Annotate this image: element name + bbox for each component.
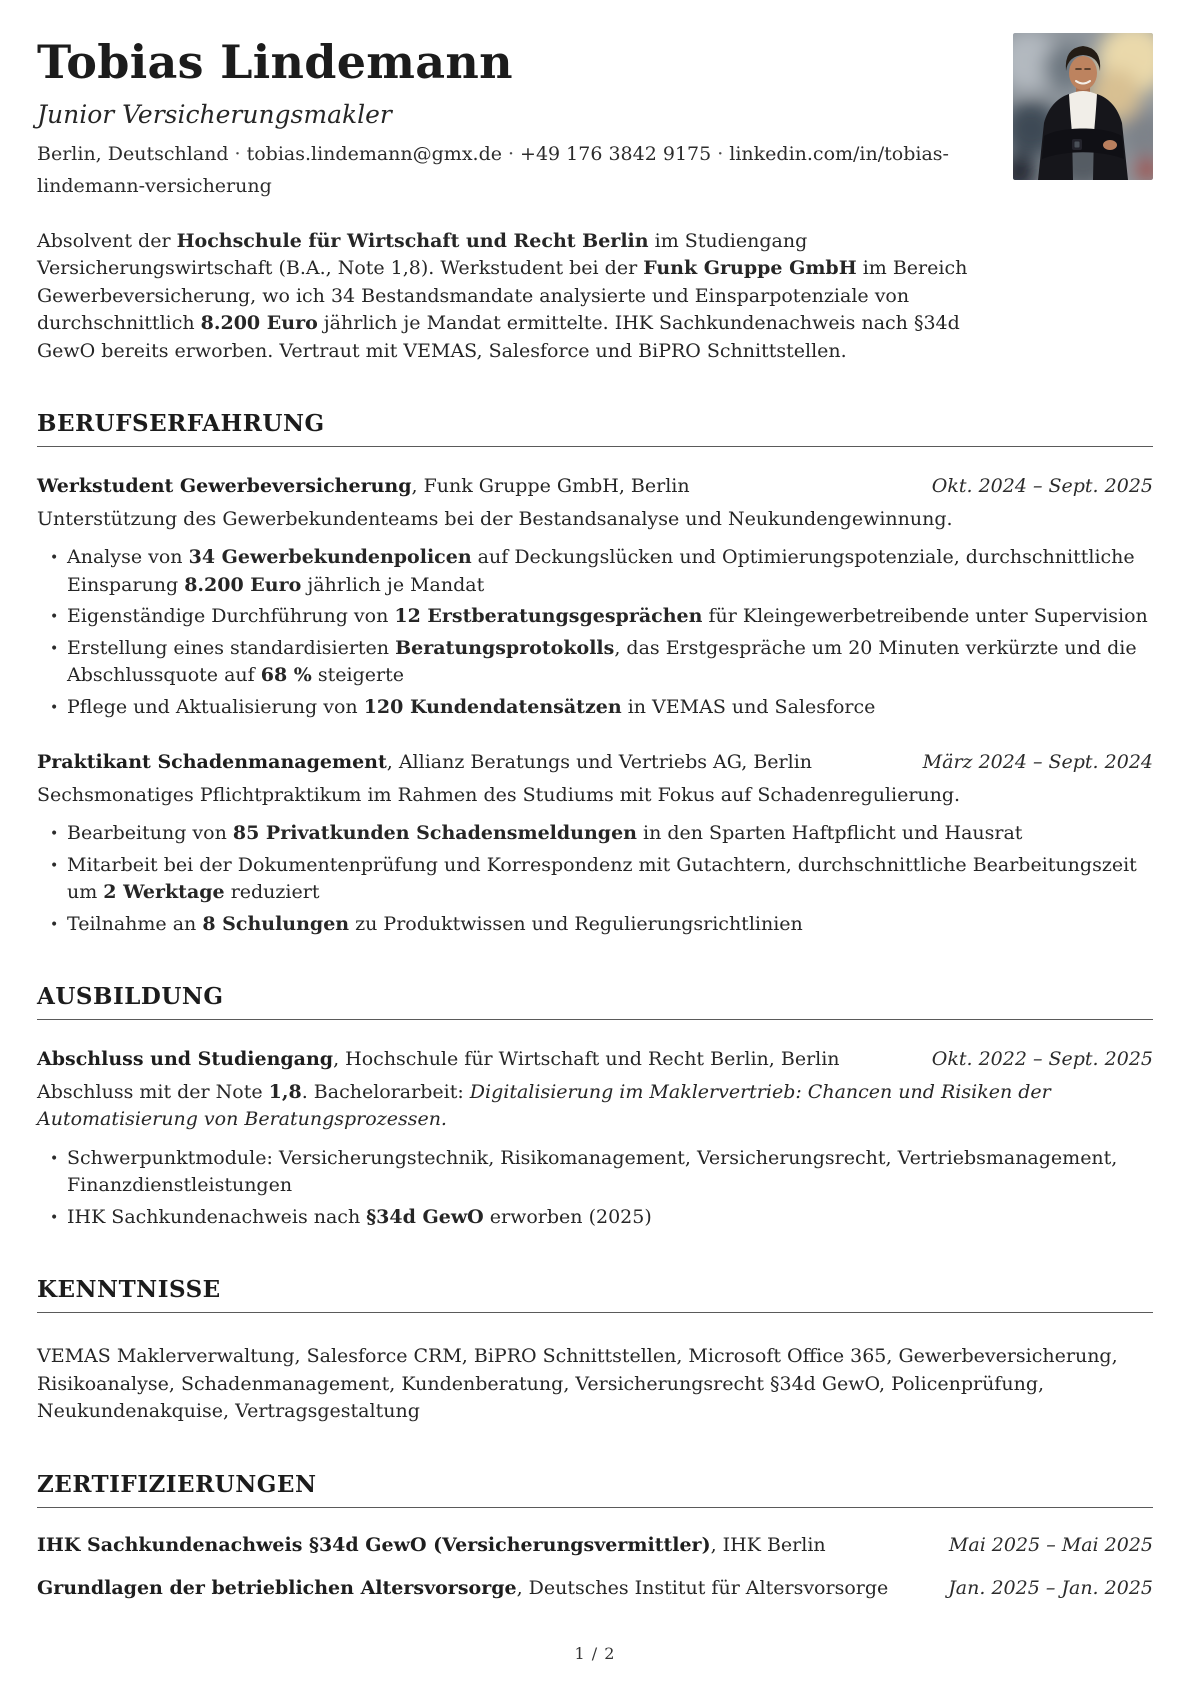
page-number: 1 / 2 (574, 1643, 616, 1663)
education-header-row (37, 1046, 1153, 1074)
certification-row (37, 1575, 1153, 1603)
linkedin-link[interactable]: linkedin.com/in/tobias-lindemann-versicherung (37, 142, 949, 197)
dot-separator: · (234, 142, 241, 165)
section-certifications (37, 1472, 1153, 1603)
skills-heading: KENNTNISSE (37, 1276, 221, 1304)
certification-row (37, 1532, 1153, 1560)
job-bullet-list (37, 820, 1153, 938)
certifications-heading: ZERTIFIZIERUNGEN (37, 1470, 317, 1498)
job-bullet-list (37, 544, 1153, 721)
job-bullet: • Teilnahme an 8 Schulungen zu Produktwissen und Regulierungsrichtlinien (67, 911, 1153, 939)
section-divider (37, 446, 1153, 447)
section-divider (37, 1507, 1153, 1508)
contact-line (37, 138, 985, 202)
certification-issuer: , Deutsches Institut für Altersvorsorge (516, 1577, 889, 1600)
job-entry (37, 749, 1153, 938)
person-name: Tobias Lindemann (37, 35, 513, 89)
education-school: , Hochschule für Wirtschaft und Recht Berlin, Berlin (333, 1048, 840, 1071)
summary-paragraph: Absolvent der Hochschule für Wirtschaft und Recht Berlin im Studiengang Versicherungswirtschaft (B.A., Note 1,8). Werkstudent bei der Funk Gruppe GmbH im Bereich Gewerbeversicherung, wo ich 34 Bestandsmandate analysierte und Einsparpotenziale von durchschnittlich 8.200 Euro jährlich je Mandat ermittelte. IHK Sachkundenachweis nach §34d GewO bereits erworben. Vertraut mit VEMAS, Salesforce und BiPRO Schnittstellen. (37, 229, 968, 362)
education-entry (37, 1046, 1153, 1231)
education-heading: AUSBILDUNG (37, 983, 224, 1011)
job-title: Werkstudent Gewerbeversicherung (37, 475, 412, 498)
certification-dates: Mai 2025 – Mai 2025 (948, 1533, 1153, 1556)
job-bullet: • Bearbeitung von 85 Privatkunden Schadensmeldungen in den Sparten Haftpflicht und Hausrat (67, 820, 1153, 848)
education-bullet: • Schwerpunktmodule: Versicherungstechnik, Risikomanagement, Versicherungsrecht, Vertriebsmanagement, Finanzdienstleistungen (67, 1145, 1153, 1200)
education-title-line (37, 1046, 840, 1074)
education-bullet: • IHK Sachkundenachweis nach §34d GewO erworben (2025) (67, 1204, 1153, 1232)
section-education (37, 984, 1153, 1231)
certification-name: Grundlagen der betrieblichen Altersvorsorge (37, 1577, 517, 1600)
education-bullet-list (37, 1145, 1153, 1232)
job-entry (37, 473, 1153, 721)
job-company: , Funk Gruppe GmbH, Berlin (411, 475, 690, 498)
section-divider (37, 1019, 1153, 1020)
experience-heading: BERUFSERFAHRUNG (37, 410, 325, 438)
education-degree: Abschluss und Studiengang (37, 1048, 334, 1071)
certification-title-line (37, 1575, 888, 1603)
email-link[interactable]: tobias.lindemann@gmx.de (246, 142, 502, 165)
dot-separator: · (717, 142, 724, 165)
certification-dates: Jan. 2025 – Jan. 2025 (948, 1577, 1153, 1600)
job-description: Unterstützung des Gewerbekundenteams bei der Bestandsanalyse und Neukundengewinnung. (37, 507, 953, 530)
certification-issuer: , IHK Berlin (710, 1533, 826, 1556)
section-skills (37, 1277, 1153, 1426)
job-title-line (37, 749, 812, 777)
profile-photo (1013, 33, 1153, 180)
job-bullet: • Erstellung eines standardisierten Beratungsprotokolls, das Erstgespräche um 20 Minuten verkürzte und die Abschlussquote auf 68 % steigerte (67, 635, 1153, 690)
job-description: Sechsmonatiges Pflichtpraktikum im Rahmen des Studiums mit Fokus auf Schadenregulierung. (37, 783, 961, 806)
job-company: , Allianz Beratungs und Vertriebs AG, Berlin (386, 751, 813, 774)
education-description: Abschluss mit der Note 1,8. Bachelorarbeit: Digitalisierung im Maklervertrieb: Chancen und Risiken der Automatisierung von Beratungsprozessen. (37, 1080, 1051, 1131)
job-dates: Okt. 2024 – Sept. 2025 (931, 475, 1153, 498)
dot-separator: · (507, 142, 515, 165)
section-divider (37, 1312, 1153, 1313)
section-experience (37, 411, 1153, 938)
job-bullet: • Pflege und Aktualisierung von 120 Kundendatensätzen in VEMAS und Salesforce (67, 694, 1153, 722)
job-title-line (37, 473, 690, 501)
job-header-row (37, 473, 1153, 501)
skills-paragraph: VEMAS Maklerverwaltung, Salesforce CRM, BiPRO Schnittstellen, Microsoft Office 365, Gewerbeversicherung, Risikoanalyse, Schadenmanagement, Kundenberatung, Versicherungsrecht §34d GewO, Policenprüfung, Neukundenakquise, Vertragsgestaltung (37, 1345, 1118, 1423)
location-text: Berlin, Deutschland (37, 142, 229, 165)
person-job-title: Junior Versicherungsmakler (37, 99, 392, 129)
phone-text: +49 176 3842 9175 (520, 142, 712, 165)
education-dates: Okt. 2022 – Sept. 2025 (931, 1048, 1153, 1071)
header (37, 35, 1153, 202)
job-bullet: • Analyse von 34 Gewerbekundenpolicen auf Deckungslücken und Optimierungspotenziale, durchschnittliche Einsparung 8.200 Euro jährlich je Mandat (67, 544, 1153, 599)
job-dates: März 2024 – Sept. 2024 (922, 751, 1153, 774)
certification-title-line (37, 1532, 826, 1560)
job-header-row (37, 749, 1153, 777)
job-title: Praktikant Schadenmanagement (37, 751, 387, 774)
job-bullet: • Eigenständige Durchführung von 12 Erstberatungsgesprächen für Kleingewerbetreibende unter Supervision (67, 603, 1153, 631)
job-bullet: • Mitarbeit bei der Dokumentenprüfung und Korrespondenz mit Gutachtern, durchschnittliche Bearbeitungszeit um 2 Werktage reduziert (67, 852, 1153, 907)
certification-name: IHK Sachkundenachweis §34d GewO (Versicherungsvermittler) (37, 1533, 711, 1556)
